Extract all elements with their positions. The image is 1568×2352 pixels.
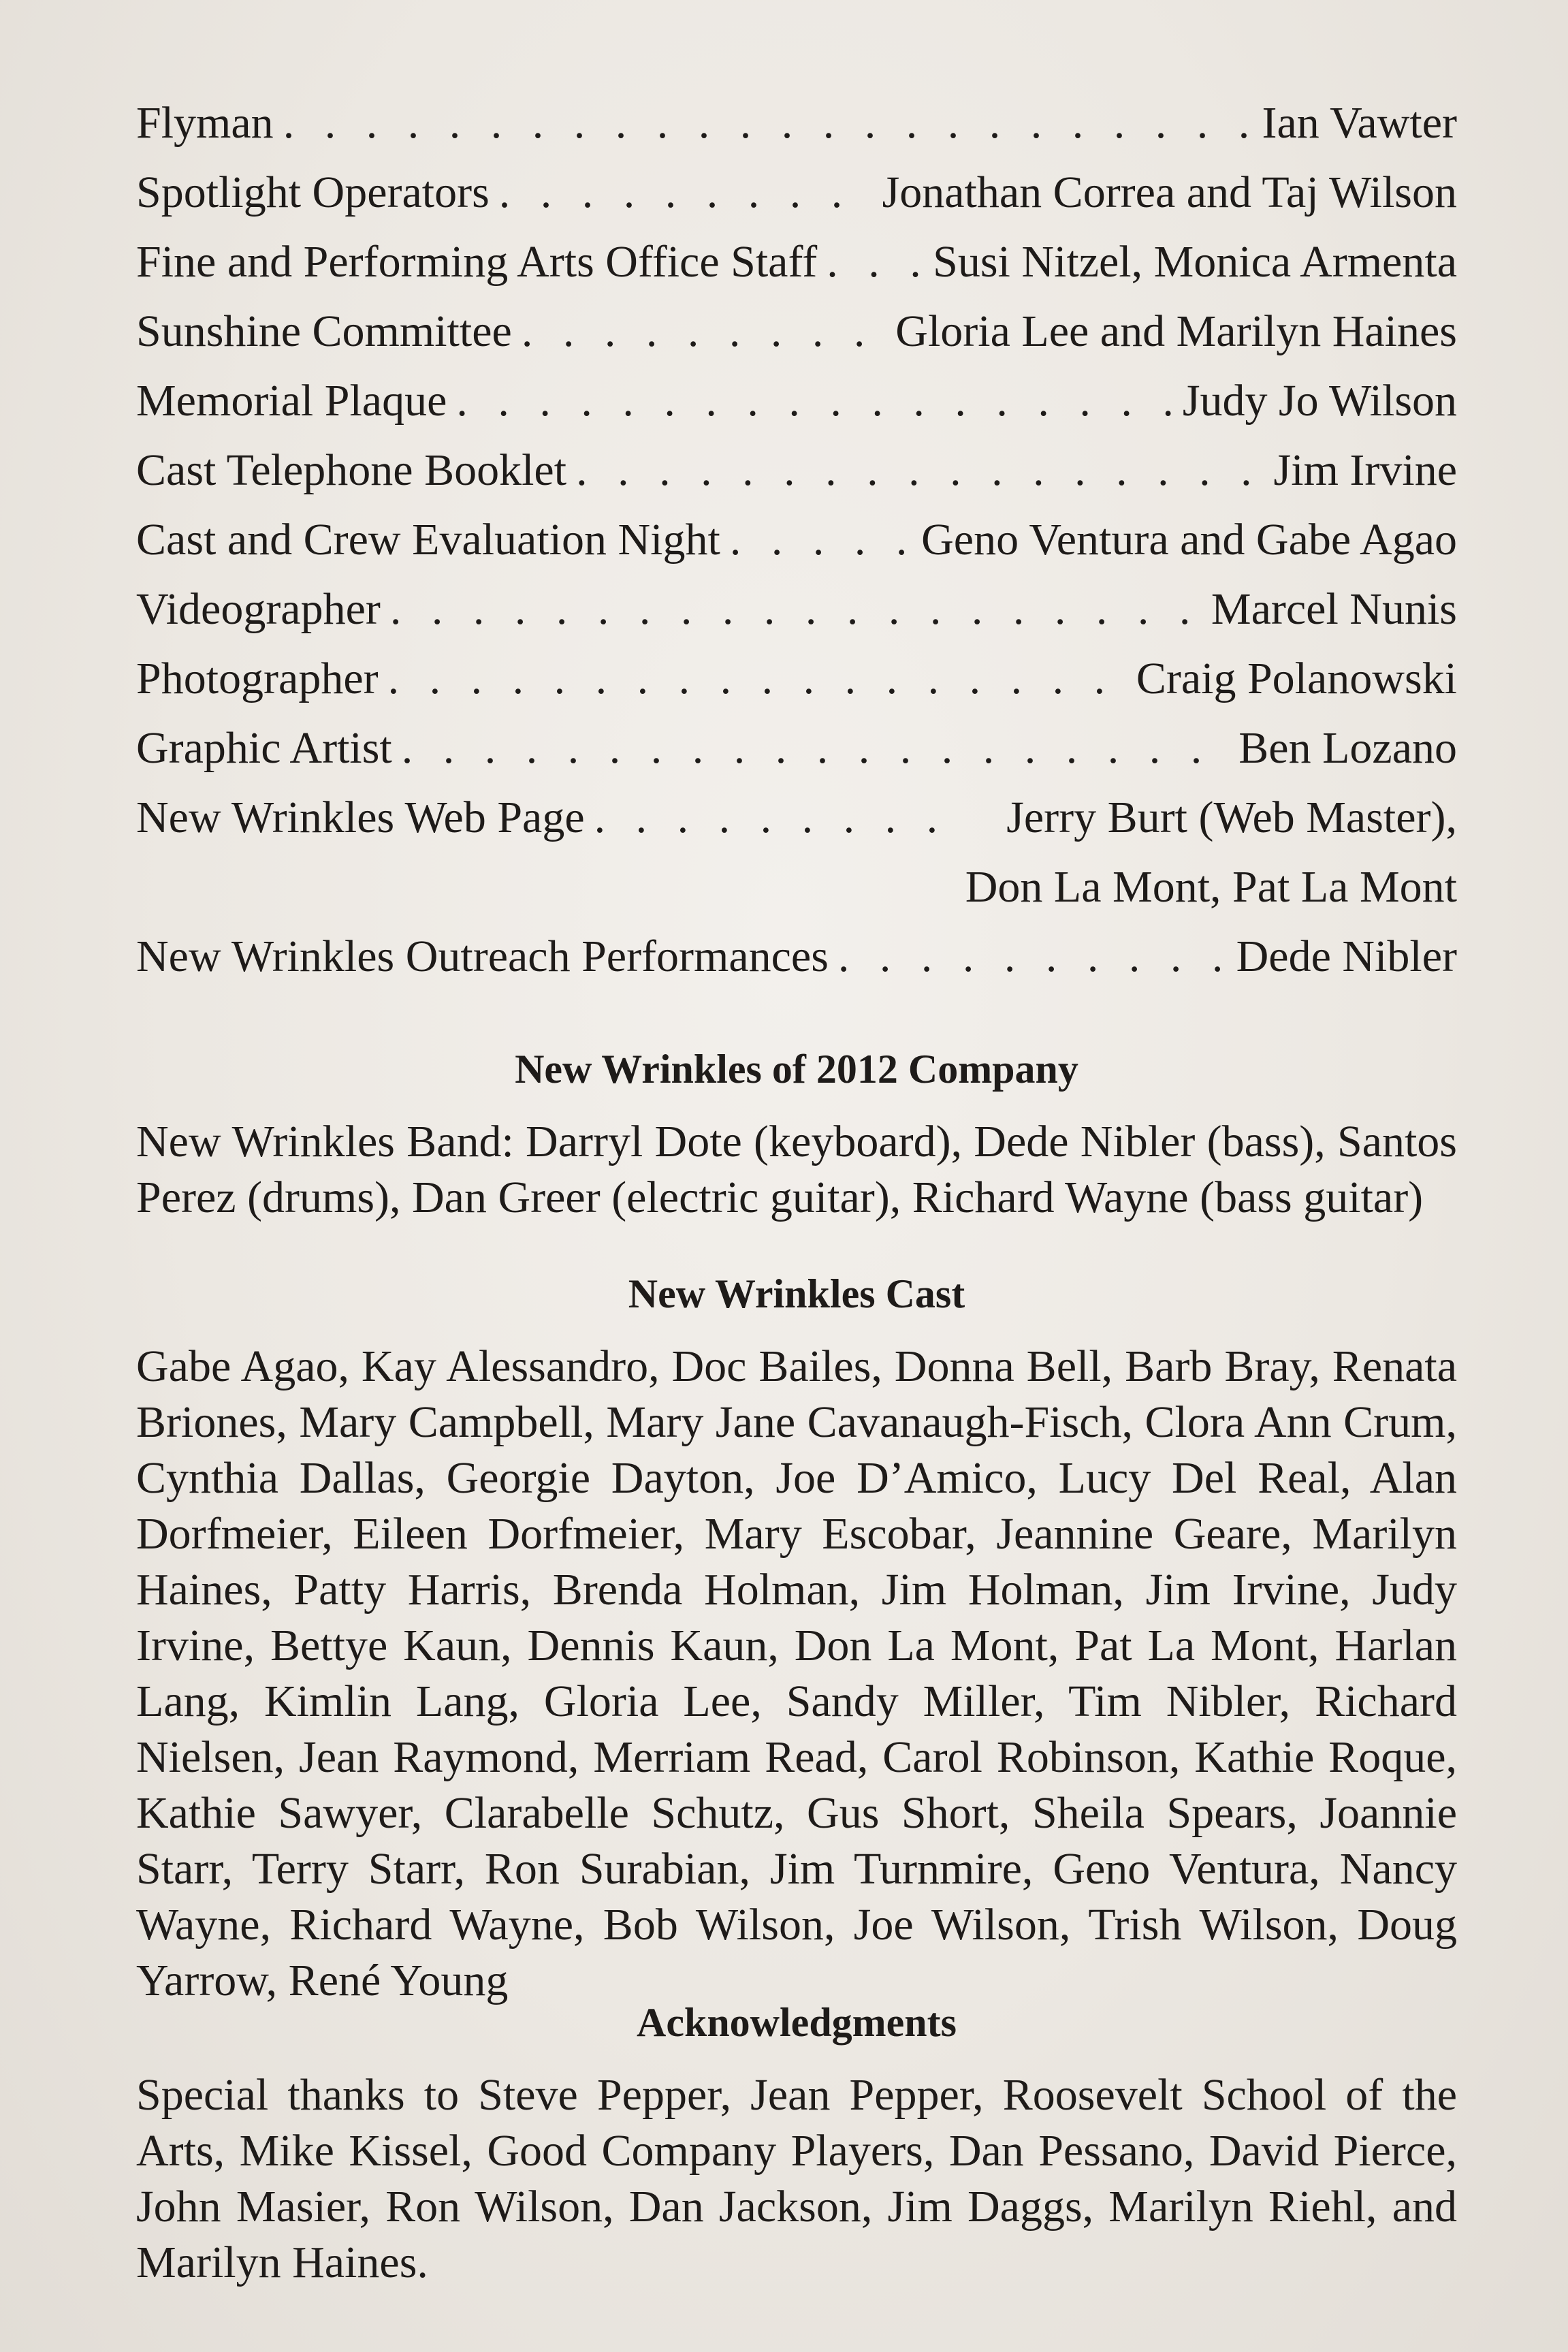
credit-row	[136, 158, 1457, 227]
dot-leader	[838, 922, 1227, 991]
dot-leader	[388, 644, 1127, 714]
credit-role: Graphic Artist	[136, 723, 392, 773]
credits-list	[136, 89, 1457, 991]
acknowledgments-heading: Acknowledgments	[636, 2000, 957, 2045]
dot-leader	[576, 436, 1264, 505]
acknowledgments-section	[136, 1995, 1457, 2291]
credit-name: Dede Nibler	[1236, 932, 1457, 981]
dot-leader	[456, 366, 1172, 436]
credit-name: Susi Nitzel, Monica Armenta	[933, 237, 1457, 287]
credit-row	[136, 505, 1457, 575]
band-paragraph: New Wrinkles Band: Darryl Dote (keyboard), Dede Nibler (bass), Santos Perez (drums), Dan Greer (electric guitar), Richard Wayne (bass guitar)	[136, 1117, 1457, 1222]
credit-name: Geno Ventura and Gabe Agao	[921, 515, 1457, 565]
credit-row	[136, 227, 1457, 297]
dot-leader	[522, 297, 886, 366]
credit-name: Ben Lozano	[1238, 723, 1457, 773]
cast-paragraph: Gabe Agao, Kay Alessandro, Doc Bailes, Donna Bell, Barb Bray, Renata Briones, Mary Campbell, Mary Jane Cavanaugh-Fisch, Clora Ann Crum, Cynthia Dallas, Georgie Dayton, Joe D’Amico, Lucy Del Real, Alan Dorfmeier, Eileen Dorfmeier, Mary Escobar, Jeannine Geare, Marilyn Haines, Patty Harris, Brenda Holman, Jim Holman, Jim Irvine, Judy Irvine, Bettye Kaun, Dennis Kaun, Don La Mont, Pat La Mont, Harlan Lang, Kimlin Lang, Gloria Lee, Sandy Miller, Tim Nibler, Richard Nielsen, Jean Raymond, Merriam Read, Carol Robinson, Kathie Roque, Kathie Sawyer, Clarabelle Schutz, Gus Short, Sheila Spears, Joannie Starr, Terry Starr, Ron Surabian, Jim Turnmire, Geno Ventura, Nancy Wayne, Richard Wayne, Bob Wilson, Joe Wilson, Trish Wilson, Doug Yarrow, René Young	[136, 1341, 1457, 2005]
credit-name-line: Don La Mont, Pat La Mont	[965, 862, 1457, 912]
credit-row	[136, 575, 1457, 644]
credit-role: Videographer	[136, 584, 381, 634]
dot-leader	[594, 783, 956, 853]
company-heading: New Wrinkles of 2012 Company	[515, 1047, 1078, 1092]
credit-row	[136, 714, 1457, 783]
dot-leader	[499, 158, 873, 227]
dot-leader	[402, 714, 1230, 783]
cast-heading: New Wrinkles Cast	[628, 1271, 965, 1316]
dot-leader	[827, 227, 923, 297]
credit-row	[136, 366, 1457, 436]
credit-name: Craig Polanowski	[1136, 654, 1457, 703]
credit-role: Spotlight Operators	[136, 168, 490, 217]
credit-role: New Wrinkles Outreach Performances	[136, 932, 829, 981]
credit-role: Photographer	[136, 654, 379, 703]
acknowledgments-paragraph: Special thanks to Steve Pepper, Jean Pepper, Roosevelt School of the Arts, Mike Kissel, Good Company Players, Dan Pessano, David Pierce, John Masier, Ron Wilson, Dan Jackson, Jim Daggs, Marilyn Riehl, and Marilyn Haines.	[136, 2070, 1457, 2287]
credit-row	[136, 297, 1457, 366]
credit-role: Cast and Crew Evaluation Night	[136, 515, 720, 565]
credit-role: New Wrinkles Web Page	[136, 793, 585, 842]
credit-role: Fine and Performing Arts Office Staff	[136, 237, 818, 287]
credit-row	[136, 922, 1457, 991]
credit-role: Cast Telephone Booklet	[136, 445, 567, 495]
credit-role: Sunshine Committee	[136, 306, 512, 356]
credit-name: Jim Irvine	[1273, 445, 1457, 495]
credit-role: Flyman	[136, 98, 274, 148]
credit-name: Gloria Lee and Marilyn Haines	[895, 306, 1457, 356]
dot-leader	[283, 89, 1253, 158]
credit-name: Jonathan Correa and Taj Wilson	[882, 168, 1457, 217]
credit-name: Marcel Nunis	[1211, 584, 1457, 634]
credit-role: Memorial Plaque	[136, 376, 447, 426]
credit-row	[136, 644, 1457, 714]
credit-name: Judy Jo Wilson	[1182, 376, 1457, 426]
credit-name: Ian Vawter	[1262, 98, 1457, 148]
dot-leader	[390, 575, 1202, 644]
company-section	[136, 1042, 1457, 1226]
dot-leader	[730, 505, 912, 575]
credit-row	[136, 436, 1457, 505]
credit-name-line: Jerry Burt (Web Master),	[1006, 793, 1457, 842]
credit-row	[136, 783, 1457, 922]
credit-name	[965, 783, 1457, 922]
cast-section	[136, 1267, 1457, 2009]
credit-row	[136, 89, 1457, 158]
